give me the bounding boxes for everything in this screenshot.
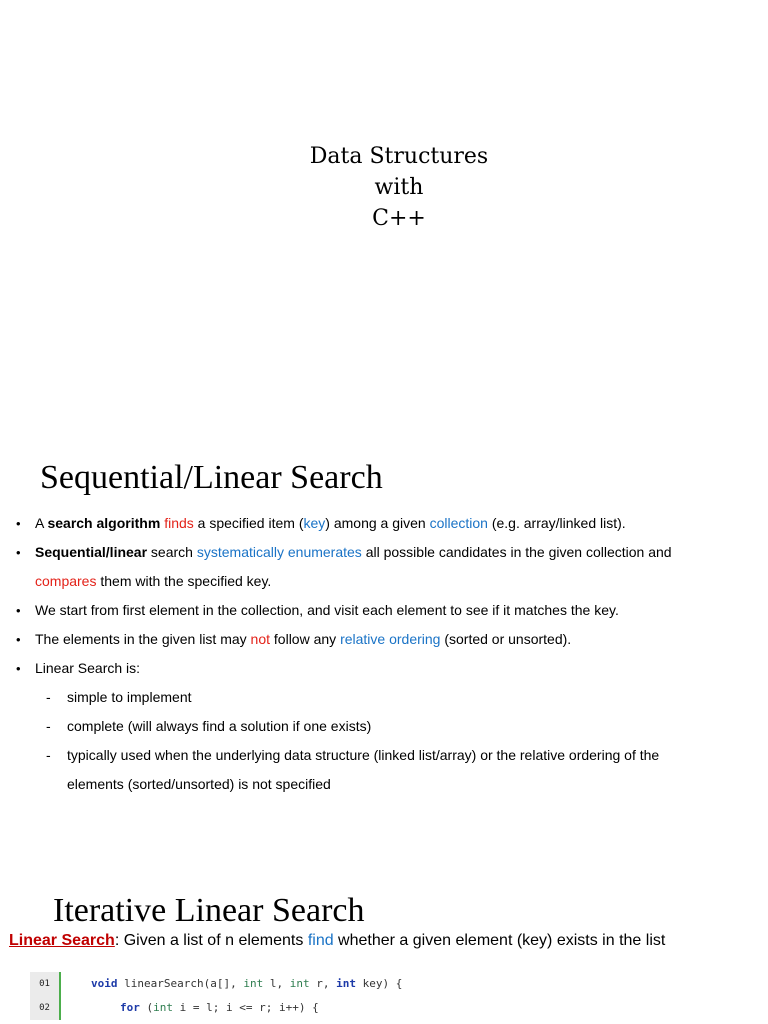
bullet-marker: • (16, 661, 21, 676)
highlight-blue: systematically enumerates (196, 544, 362, 560)
bullet-text: Linear Search is: (35, 660, 141, 676)
highlight-red: compares (35, 573, 97, 589)
bullet-text: Sequential/linear search systematically enumerates all possible candidates in the given collection and (35, 544, 672, 560)
highlight-blue: collection (429, 515, 488, 531)
bullet-item (0, 625, 768, 654)
code-row (30, 972, 768, 996)
sub-list-item (0, 712, 768, 741)
bullet-item (0, 509, 768, 538)
bullet-item (0, 654, 768, 683)
highlight-blue: relative ordering (340, 631, 441, 647)
term-label: Linear Search (9, 932, 115, 949)
linear-search-slide (0, 430, 768, 862)
code-type: int (243, 977, 264, 990)
code-row (30, 996, 768, 1020)
bullet-text: A search algorithm finds a specified item (key) among a given collection (e.g. array/linked list). (35, 515, 626, 531)
highlight-red: finds (164, 515, 194, 531)
title-slide (0, 0, 768, 430)
code-keyword: void (91, 977, 118, 990)
code-line: void linearSearch(a[], int l, int r, int key) { (91, 977, 403, 990)
sub-list-item (0, 741, 768, 799)
line-number: 01 (30, 972, 61, 996)
bullet-list (0, 509, 768, 799)
title-line-1: Data Structures (309, 144, 489, 169)
dash-marker: - (46, 747, 51, 763)
bullet-marker: • (16, 603, 21, 618)
bullet-marker: • (16, 516, 21, 531)
dash-marker: - (46, 718, 51, 734)
code-keyword: int (336, 977, 356, 990)
code-type: int (289, 977, 310, 990)
title-line-2: with (374, 175, 424, 200)
bullet-marker: • (16, 632, 21, 647)
code-line: for (int i = l; i <= r; i++) { (120, 1001, 319, 1014)
highlight-blue: key (303, 515, 326, 531)
code-block (30, 972, 768, 1020)
slide-heading: Iterative Linear Search (53, 892, 365, 929)
title-block (0, 141, 768, 234)
title-line-3: C++ (372, 206, 426, 231)
code-keyword: for (120, 1001, 140, 1014)
bullet-text: We start from first element in the collection, and visit each element to see if it matches the key. (35, 602, 619, 618)
sub-item-text-continued: elements (sorted/unsorted) is not specified (67, 776, 331, 792)
bullet-text: The elements in the given list may not follow any relative ordering (sorted or unsorted). (35, 631, 572, 647)
code-type: int (153, 1001, 173, 1014)
bullet-text-continued: compares them with the specified key. (35, 573, 272, 589)
sub-list-item (0, 683, 768, 712)
sub-item-text: complete (will always find a solution if one exists) (67, 718, 372, 734)
dash-marker: - (46, 689, 51, 705)
highlight-blue: find (307, 932, 334, 949)
definition-text: Linear Search: Given a list of n elements find whether a given element (key) exists in the list (9, 932, 666, 949)
bold-term: Sequential/linear (35, 544, 148, 560)
bullet-marker: • (16, 545, 21, 560)
highlight-red: not (250, 631, 271, 647)
sub-item-text: typically used when the underlying data structure (linked list/array) or the relative ordering of the (67, 747, 660, 763)
line-number: 02 (30, 996, 61, 1020)
iterative-search-slide (0, 862, 768, 1024)
bullet-item (0, 596, 768, 625)
slide-heading: Sequential/Linear Search (40, 459, 383, 496)
bullet-item (0, 538, 768, 596)
sub-item-text: simple to implement (67, 689, 192, 705)
bold-term: search algorithm (47, 515, 161, 531)
